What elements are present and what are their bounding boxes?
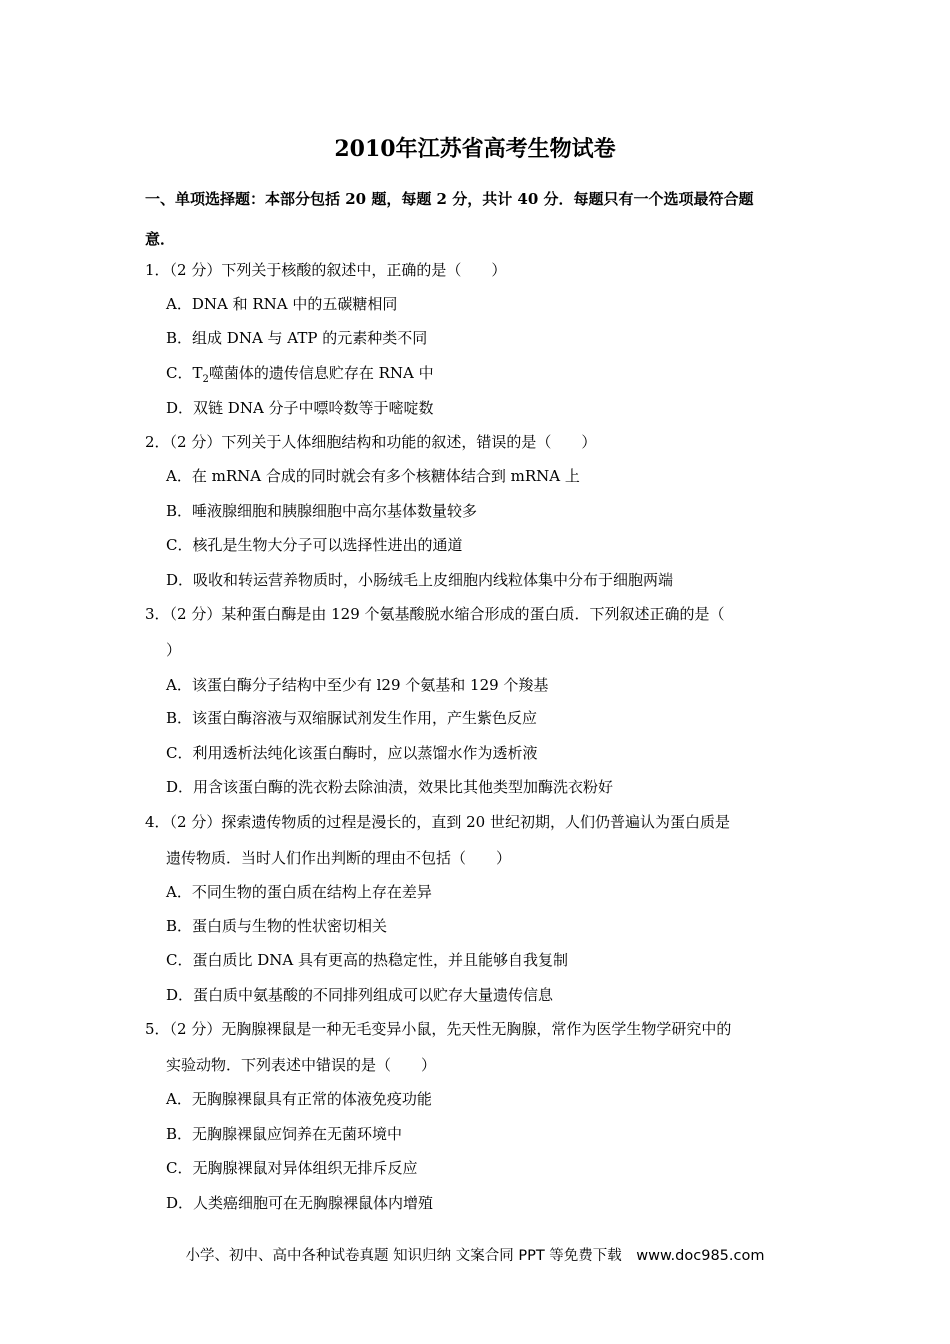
question-5-option-b: B．无胸腺裸鼠应饲养在无菌环境中 <box>166 1125 403 1143</box>
question-2-option-a: A．在 mRNA 合成的同时就会有多个核糖体结合到 mRNA 上 <box>166 467 580 485</box>
question-1-option-a: A．DNA 和 RNA 中的五碳糖相同 <box>166 295 398 313</box>
question-1-option-c <box>166 363 434 383</box>
question-3-option-b: B．该蛋白酶溶液与双缩脲试剂发生作用，产生紫色反应 <box>166 709 538 727</box>
question-1-stem: 1．（2 分）下列关于核酸的叙述中，正确的是（ ） <box>145 261 507 279</box>
question-4-stem: 4．（2 分）探索遗传物质的过程是漫长的，直到 20 世纪初期，人们仍普遍认为蛋白质是 <box>145 813 730 831</box>
question-5-stem-continued: 实验动物．下列表述中错误的是（ ） <box>166 1056 437 1074</box>
question-3-option-c: C．利用透析法纯化该蛋白酶时，应以蒸馏水作为透析液 <box>166 744 538 762</box>
question-2-stem: 2．（2 分）下列关于人体细胞结构和功能的叙述，错误的是（ ） <box>145 433 597 451</box>
question-2-option-b: B．唾液腺细胞和胰腺细胞中高尔基体数量较多 <box>166 502 478 520</box>
question-3-option-a: A．该蛋白酶分子结构中至少有 l29 个氨基和 129 个羧基 <box>166 676 549 694</box>
page-title: 2010年江苏省高考生物试卷 <box>334 136 616 162</box>
section-heading-line1: 一、单项选择题：本部分包括 20 题，每题 2 分，共计 40 分．每题只有一个选项最符合题 <box>145 190 754 208</box>
question-2-option-c: C．核孔是生物大分子可以选择性进出的通道 <box>166 536 463 554</box>
question-5-stem: 5．（2 分）无胸腺裸鼠是一种无毛变异小鼠，先天性无胸腺，常作为医学生物学研究中的 <box>145 1020 732 1038</box>
question-1-option-b: B．组成 DNA 与 ATP 的元素种类不同 <box>166 329 428 347</box>
question-5-option-d: D．人类癌细胞可在无胸腺裸鼠体内增殖 <box>166 1194 434 1212</box>
section-heading-line2: 意． <box>145 230 176 248</box>
question-4-stem-continued: 遗传物质．当时人们作出判断的理由不包括（ ） <box>166 849 512 867</box>
question-2-option-d: D．吸收和转运营养物质时，小肠绒毛上皮细胞内线粒体集中分布于细胞两端 <box>166 571 674 589</box>
question-4-option-b: B．蛋白质与生物的性状密切相关 <box>166 917 388 935</box>
question-1-option-c-subscript: 2 <box>202 374 209 385</box>
question-4-option-a: A．不同生物的蛋白质在结构上存在差异 <box>166 883 432 901</box>
question-1-option-c-prefix: C．T <box>166 364 203 382</box>
question-3-stem-continued: ） <box>166 641 182 659</box>
question-5-option-a: A．无胸腺裸鼠具有正常的体液免疫功能 <box>166 1090 432 1108</box>
question-5-option-c: C．无胸腺裸鼠对异体组织无排斥反应 <box>166 1159 418 1177</box>
page-footer: 小学、初中、高中各种试卷真题 知识归纳 文案合同 PPT 等免费下载 www.doc985.com <box>185 1248 765 1264</box>
question-4-option-d: D．蛋白质中氨基酸的不同排列组成可以贮存大量遗传信息 <box>166 986 554 1004</box>
question-1-option-d: D．双链 DNA 分子中嘌呤数等于嘧啶数 <box>166 399 434 417</box>
question-3-stem: 3．（2 分）某种蛋白酶是由 129 个氨基酸脱水缩合形成的蛋白质．下列叙述正确的是（ <box>145 605 725 623</box>
question-1-option-c-text: 噬菌体的遗传信息贮存在 RNA 中 <box>208 364 434 382</box>
question-4-option-c: C．蛋白质比 DNA 具有更高的热稳定性，并且能够自我复制 <box>166 951 568 969</box>
question-3-option-d: D．用含该蛋白酶的洗衣粉去除油渍，效果比其他类型加酶洗衣粉好 <box>166 778 614 796</box>
